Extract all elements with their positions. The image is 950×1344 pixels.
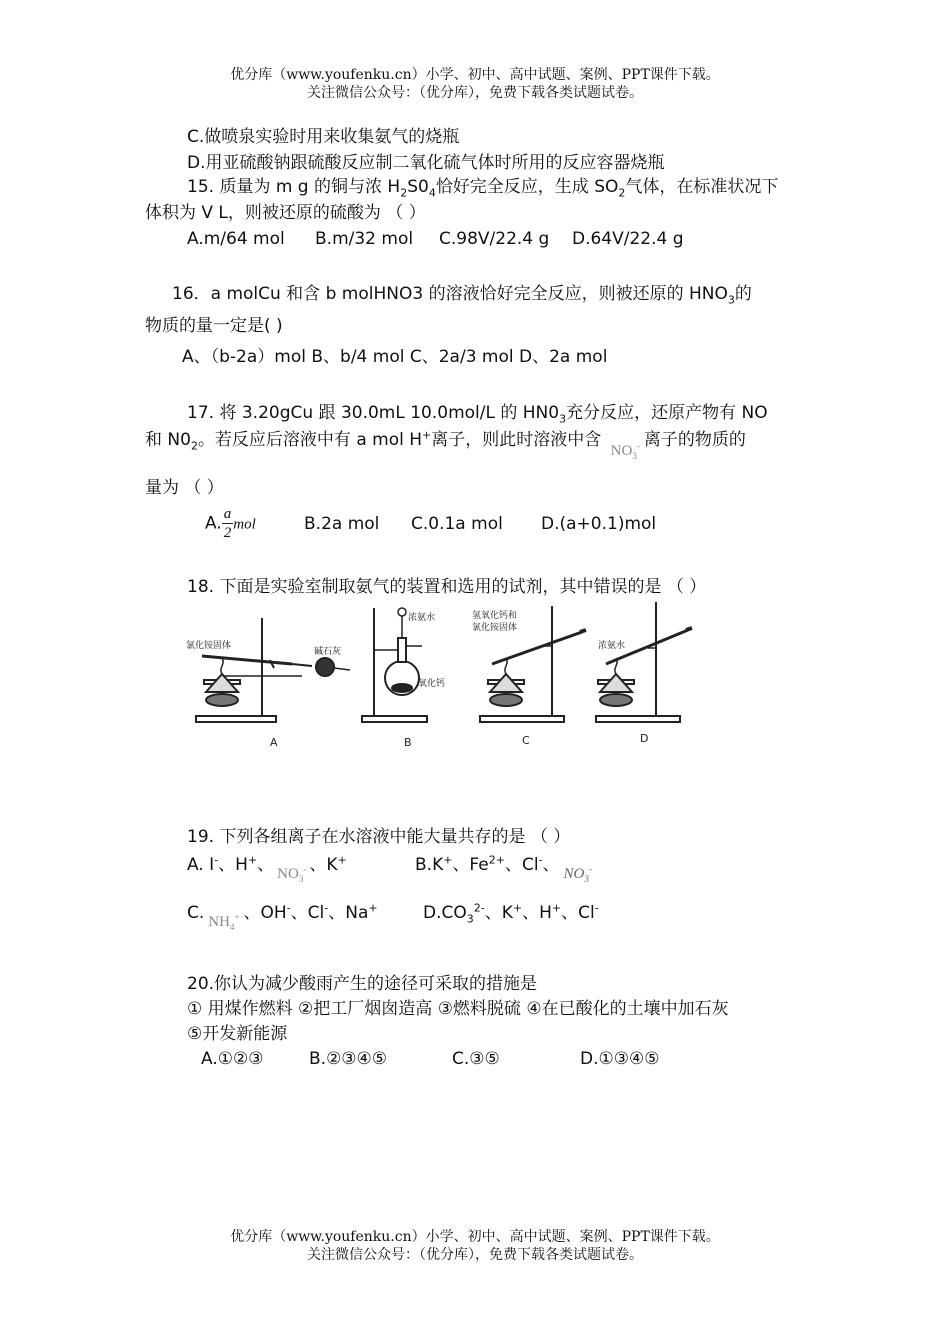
figure-letter-b: B bbox=[404, 736, 412, 749]
q14-option-c: C.做喷泉实验时用来收集氨气的烧瓶 bbox=[187, 127, 460, 147]
header-line-1: 优分库（www.youfenku.cn）小学、初中、高中试题、案例、PPT课件下载。 bbox=[230, 67, 720, 83]
nitrate-ion-formula: $NO_3^-$ bbox=[610, 441, 640, 461]
nitrate-ion-formula: $NO_3^-$ bbox=[563, 864, 592, 884]
q15-option-b: B.m/32 mol bbox=[315, 229, 414, 249]
figure-letter-a: A bbox=[270, 736, 278, 749]
apparatus-b bbox=[362, 608, 427, 722]
q17-stem-line2: 和 $N0_2$。若反应后溶液中有 a mol H+离子，则此时溶液中含 $NO_3^-$ 离子的物质的 bbox=[145, 428, 746, 461]
footer-line-2: 关注微信公众号：（优分库），免费下载各类试题试卷。 bbox=[307, 1247, 643, 1263]
q18-stem: 18. 下面是实验室制取氨气的装置和选用的试剂，其中错误的是 （ ） bbox=[187, 577, 707, 597]
label-c-reagent-2: 氯化铵固体 bbox=[472, 623, 518, 633]
q15-options bbox=[187, 228, 684, 250]
q15-stem-line1: 15. 质量为 m g 的铜与浓 $H_2S0_4$恰好完全反应，生成 $SO_2$气体，在标准状况下 bbox=[187, 177, 779, 200]
q19-option-d: $D.CO_3^{2-}$、K+、H+、Cl- bbox=[423, 901, 599, 926]
q19-option-a: A. I-、H+、 $NO_3^-$ 、K+ bbox=[187, 853, 347, 884]
figure-letter-d: D bbox=[640, 732, 649, 745]
q15-option-d: D.64V/22.4 g bbox=[572, 229, 684, 249]
q17-option-c: C.0.1a mol bbox=[411, 513, 503, 534]
label-d-reagent: 浓氨水 bbox=[598, 641, 626, 651]
ammonia-apparatus-figure bbox=[182, 598, 702, 758]
q15-option-c: C.98V/22.4 g bbox=[439, 229, 550, 249]
q19-option-b: B.K+、$Fe^{2+}$、Cl-、 $NO_3^-$ bbox=[415, 853, 592, 884]
q17-option-d: D.(a+0.1)mol bbox=[541, 513, 657, 534]
q20-measure-5: ⑤开发新能源 bbox=[187, 1024, 288, 1044]
q17-option-b: B.2a mol bbox=[304, 513, 380, 534]
fraction-a-over-2: $\frac{a}{2}$ bbox=[223, 506, 232, 541]
q14-option-d: D.用亚硫酸钠跟硫酸反应制二氧化硫气体时所用的反应容器烧瓶 bbox=[187, 153, 665, 173]
label-a-reagent: 氯化铵固体 bbox=[186, 641, 232, 651]
apparatus-d bbox=[596, 602, 692, 722]
q20-measures: ① 用煤作燃料 ②把工厂烟囱造高 ③燃料脱硫 ④在已酸化的土壤中加石灰 bbox=[187, 999, 729, 1019]
apparatus-a bbox=[196, 618, 350, 722]
q17-option-a: A. $\frac{a}{2}$ mol bbox=[205, 506, 256, 541]
nitrate-ion-formula: $NO_3^-$ bbox=[277, 864, 307, 884]
figure-letter-c: C bbox=[522, 734, 530, 747]
q20-option-c: C.③⑤ bbox=[452, 1049, 500, 1069]
label-c-reagent-1: 氢氧化钙和 bbox=[472, 611, 518, 621]
ammonium-ion-formula: $NH_4^+$ bbox=[208, 912, 240, 932]
page-footer bbox=[0, 1228, 950, 1264]
q16-stem-line2: 物质的量一定是( ) bbox=[145, 316, 283, 336]
q20-option-b: B.②③④⑤ bbox=[309, 1049, 388, 1069]
q17-stem-line3: 量为 （ ） bbox=[145, 478, 224, 498]
q16-options: A、（b-2a）mol B、b/4 mol C、2a/3 mol D、2a mol bbox=[182, 347, 608, 367]
q17-stem-line1: 17. 将 3.20gCu 跟 30.0mL 10.0mol/L 的 $HN0_3$充分反应，还原产物有 NO bbox=[187, 403, 768, 426]
q15-option-a: A.m/64 mol bbox=[187, 229, 285, 249]
label-b-solid: 氧化钙 bbox=[418, 679, 446, 689]
label-a-drying-agent: 碱石灰 bbox=[314, 647, 342, 657]
q19-option-c: C. $NH_4^+$ 、OH-、Cl-、Na+ bbox=[187, 901, 378, 932]
q19-stem: 19. 下列各组离子在水溶液中能大量共存的是 （ ） bbox=[187, 827, 571, 847]
q20-options bbox=[201, 1048, 659, 1070]
footer-line-1: 优分库（www.youfenku.cn）小学、初中、高中试题、案例、PPT课件下载。 bbox=[230, 1229, 720, 1245]
label-b-reagent: 浓氨水 bbox=[408, 613, 436, 623]
q20-option-a: A.①②③ bbox=[201, 1049, 264, 1069]
q20-stem: 20.你认为减少酸雨产生的途径可采取的措施是 bbox=[187, 974, 538, 994]
q16-stem-line1: 16．a molCu 和含 b molHNO3 的溶液恰好完全反应，则被还原的 $HNO_3$的 bbox=[172, 284, 752, 307]
header-line-2: 关注微信公众号：（优分库），免费下载各类试题试卷。 bbox=[307, 85, 643, 101]
q17-options bbox=[205, 505, 656, 543]
q15-stem-line2: 体积为 V L，则被还原的硫酸为 （ ） bbox=[145, 203, 426, 223]
page-header bbox=[0, 66, 950, 102]
q20-option-d: D.①③④⑤ bbox=[580, 1049, 660, 1069]
